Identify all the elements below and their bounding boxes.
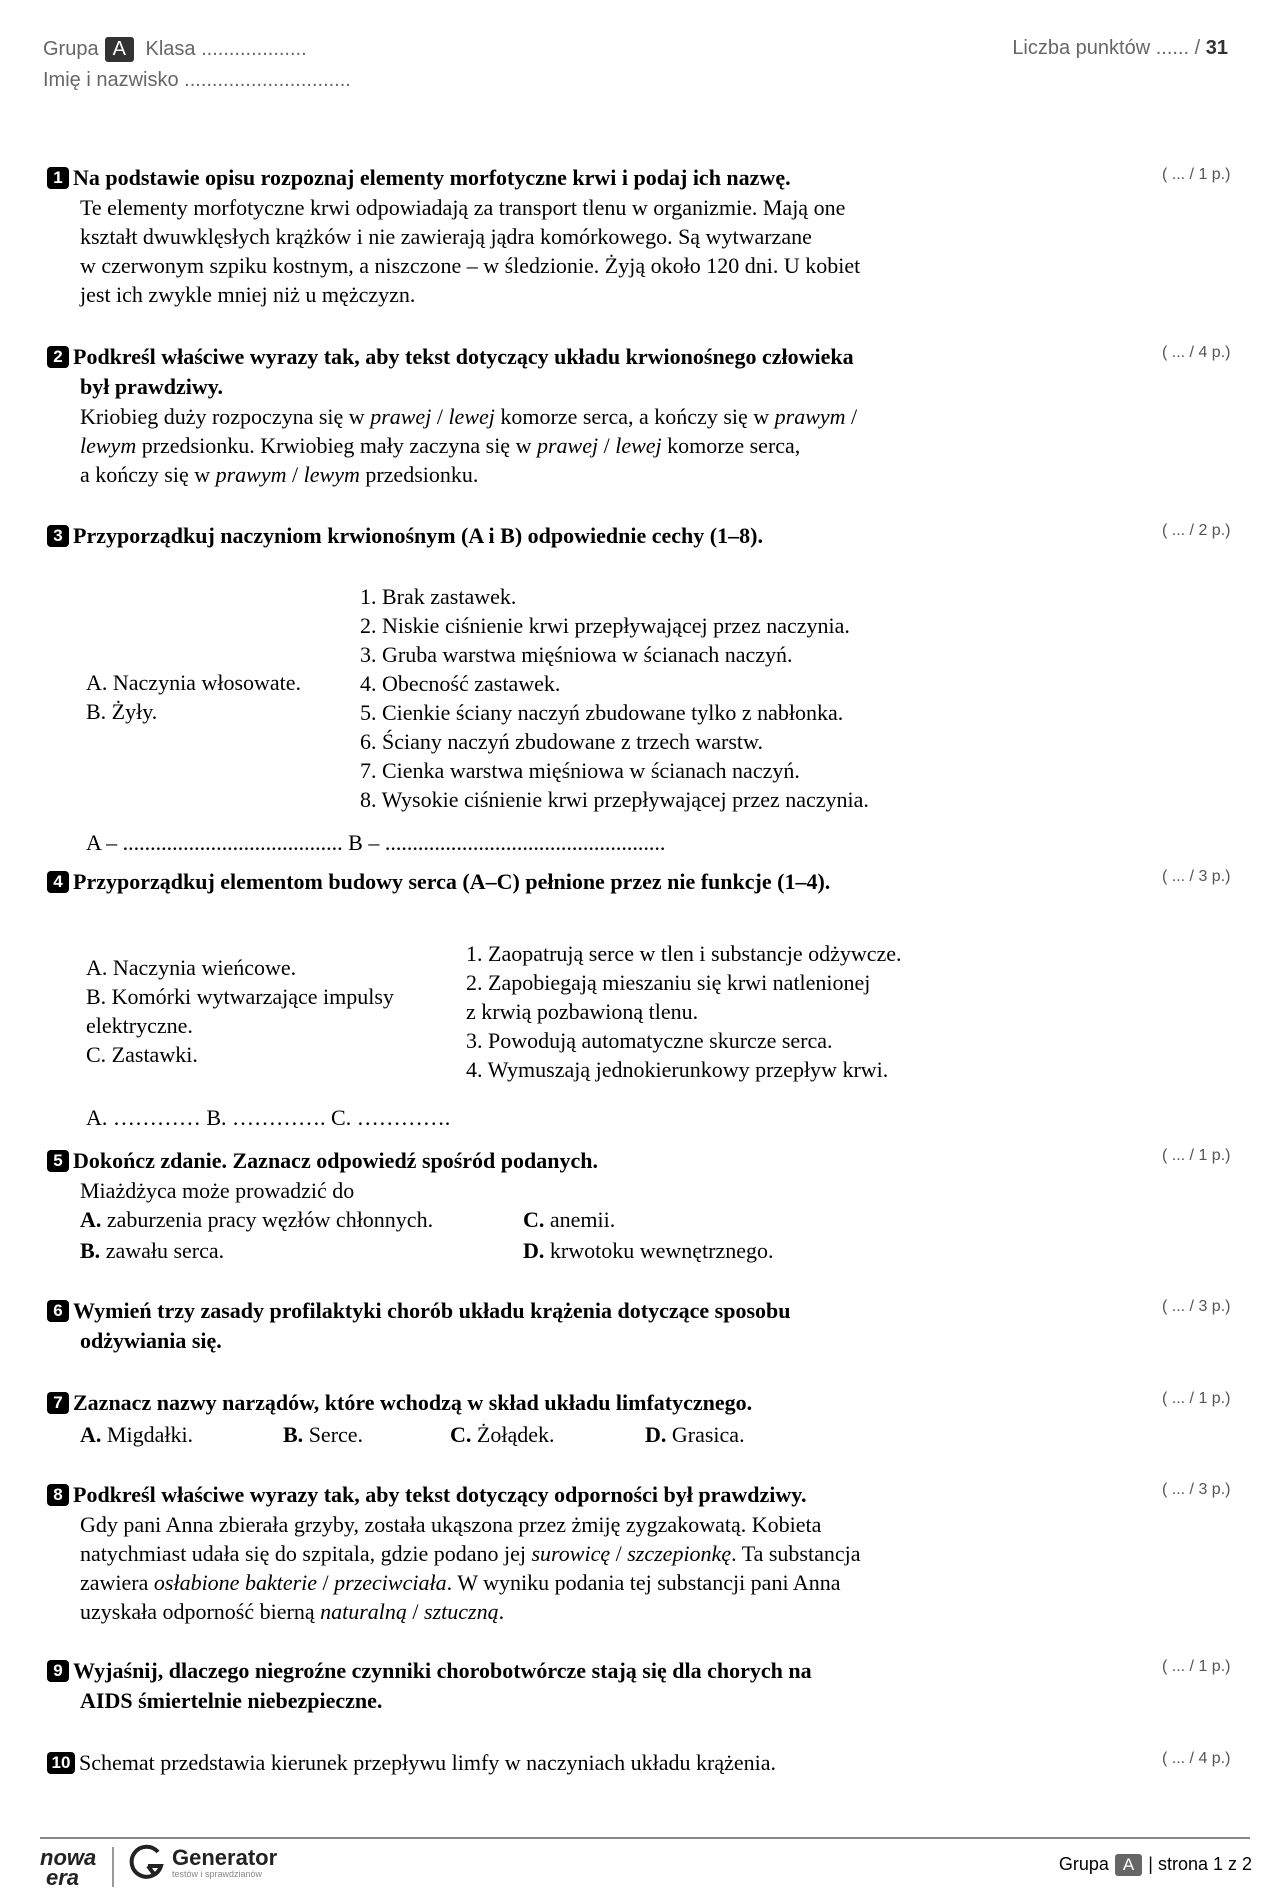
option-text: zawału serca. bbox=[100, 1238, 225, 1263]
question-number: 8 bbox=[47, 1484, 69, 1506]
question-number: 3 bbox=[47, 525, 69, 547]
footer-page-info bbox=[1059, 1854, 1252, 1876]
match-item: 3. Gruba warstwa mięśniowa w ścianach naczyń. bbox=[360, 642, 793, 667]
logo-text: nowa bbox=[40, 1845, 97, 1870]
option-letter: A. bbox=[80, 1422, 102, 1447]
question-9 bbox=[47, 1656, 1227, 1716]
question-4 bbox=[47, 867, 1227, 897]
match-item: elektryczne. bbox=[86, 1013, 193, 1038]
sep: / bbox=[406, 1599, 425, 1624]
match-item: 1. Brak zastawek. bbox=[360, 584, 517, 609]
option-word[interactable]: lewej bbox=[448, 404, 495, 429]
question-body bbox=[80, 402, 960, 489]
question-title: Podkreśl właściwe wyrazy tak, aby tekst dotyczący odporności był prawdziwy. bbox=[73, 1482, 807, 1507]
question-title: Zaznacz nazwy narządów, które wchodzą w skład układu limfatycznego. bbox=[73, 1390, 753, 1415]
question-number: 7 bbox=[47, 1392, 69, 1414]
sep: / bbox=[610, 1541, 628, 1566]
text: . bbox=[498, 1599, 505, 1624]
text: zawiera bbox=[80, 1570, 154, 1595]
text-line: kształt dwuwklęsłych krążków i nie zawierają jądra komórkowego. Są wytwarzane bbox=[80, 224, 812, 249]
option-a[interactable] bbox=[80, 1420, 193, 1449]
question-title: Przyporządkuj naczyniom krwionośnym (A i B) odpowiednie cechy (1–8). bbox=[73, 523, 763, 548]
question-title: Dokończ zdanie. Zaznacz odpowiedź spośród podanych. bbox=[73, 1148, 599, 1173]
option-c[interactable] bbox=[523, 1205, 615, 1234]
points-q5: ( ... / 1 p.) bbox=[1162, 1147, 1231, 1164]
option-word[interactable]: prawym bbox=[774, 404, 846, 429]
text-line: Te elementy morfotyczne krwi odpowiadają za transport tlenu w organizmie. Mają one bbox=[80, 195, 846, 220]
question-stem: Miażdżyca może prowadzić do bbox=[80, 1178, 355, 1203]
footer-separator bbox=[112, 1847, 114, 1887]
match-item: A. Naczynia wieńcowe. bbox=[86, 955, 297, 980]
question-number: 2 bbox=[47, 346, 69, 368]
question-title: Schemat przedstawia kierunek przepływu limfy w naczyniach układu krążenia. bbox=[79, 1750, 776, 1775]
question-2 bbox=[47, 342, 1227, 489]
option-a[interactable] bbox=[80, 1205, 433, 1234]
option-letter: D. bbox=[523, 1238, 545, 1263]
question-5 bbox=[47, 1146, 1227, 1205]
match-item: 4. Obecność zastawek. bbox=[360, 671, 561, 696]
q4-answer-line[interactable]: A. ………… B. …………. C. …………. bbox=[86, 1105, 451, 1130]
sep: / bbox=[431, 404, 449, 429]
question-number: 4 bbox=[47, 871, 69, 893]
option-word[interactable]: przeciwciała bbox=[334, 1570, 447, 1595]
question-number: 9 bbox=[47, 1660, 69, 1682]
match-item: 7. Cienka warstwa mięśniowa w ścianach naczyń. bbox=[360, 758, 800, 783]
match-item: 5. Cienkie ściany naczyń zbudowane tylko z nabłonka. bbox=[360, 700, 844, 725]
option-text: Serce. bbox=[303, 1422, 364, 1447]
points-q7: ( ... / 1 p.) bbox=[1162, 1390, 1231, 1407]
option-word[interactable]: lewym bbox=[80, 433, 137, 458]
q3-answer-line[interactable]: A – ........................................ B – ................................................... bbox=[86, 830, 666, 855]
match-item: 2. Zapobiegają mieszaniu się krwi natlenionej bbox=[466, 970, 871, 995]
option-text: anemii. bbox=[544, 1207, 616, 1232]
question-title-cont: był prawdziwy. bbox=[80, 374, 224, 399]
option-word[interactable]: szczepionkę bbox=[627, 1541, 732, 1566]
q3-left-column bbox=[86, 668, 301, 726]
q4-left-column bbox=[86, 953, 394, 1069]
match-item: 1. Zaopatrują serce w tlen i substancje odżywcze. bbox=[466, 941, 902, 966]
question-number: 10 bbox=[47, 1752, 75, 1774]
question-title: Wyjaśnij, dlaczego niegroźne czynniki chorobotwórcze stają się dla chorych na bbox=[73, 1658, 812, 1683]
question-title: Podkreśl właściwe wyrazy tak, aby tekst dotyczący układu krwionośnego człowieka bbox=[73, 344, 854, 369]
match-item: 2. Niskie ciśnienie krwi przepływającej przez naczynia. bbox=[360, 613, 850, 638]
match-item: 4. Wymuszają jednokierunkowy przepływ krwi. bbox=[466, 1057, 889, 1082]
match-item: z krwią pozbawioną tlenu. bbox=[466, 999, 699, 1024]
sep: / bbox=[286, 462, 304, 487]
points-q10: ( ... / 4 p.) bbox=[1162, 1750, 1231, 1767]
text: a kończy się w bbox=[80, 462, 216, 487]
option-c[interactable] bbox=[450, 1420, 554, 1449]
footer-group-label: Grupa bbox=[1058, 1854, 1109, 1874]
text: przedsionku. bbox=[359, 462, 479, 487]
option-d[interactable] bbox=[645, 1420, 745, 1449]
nowa-era-logo bbox=[40, 1845, 97, 1890]
question-number: 6 bbox=[47, 1300, 69, 1322]
points-label: Liczba punktów ...... / bbox=[1012, 37, 1201, 59]
text: natychmiast udała się do szpitala, gdzie podano jej bbox=[80, 1541, 532, 1566]
points-q6: ( ... / 3 p.) bbox=[1162, 1298, 1231, 1315]
option-word[interactable]: sztuczną bbox=[424, 1599, 499, 1624]
header-group bbox=[43, 37, 307, 62]
points-q2: ( ... / 4 p.) bbox=[1162, 344, 1231, 361]
text: uzyskała odporność bierną bbox=[80, 1599, 321, 1624]
match-item: B. Żyły. bbox=[86, 699, 158, 724]
question-number: 1 bbox=[47, 167, 69, 189]
points-q4: ( ... / 3 p.) bbox=[1162, 868, 1231, 885]
question-body bbox=[80, 1510, 960, 1626]
option-word[interactable]: osłabione bakterie bbox=[153, 1570, 318, 1595]
option-b[interactable] bbox=[283, 1420, 363, 1449]
q3-right-column bbox=[360, 582, 869, 814]
option-word[interactable]: prawej bbox=[370, 404, 432, 429]
option-letter: D. bbox=[645, 1422, 667, 1447]
option-d[interactable] bbox=[523, 1236, 774, 1265]
sep: / bbox=[845, 404, 858, 429]
question-title: Na podstawie opisu rozpoznaj elementy morfotyczne krwi i podaj ich nazwę. bbox=[73, 165, 791, 190]
option-letter: B. bbox=[283, 1422, 304, 1447]
question-3 bbox=[47, 521, 1227, 551]
sep: / bbox=[317, 1570, 335, 1595]
points-max: 31 bbox=[1205, 37, 1228, 59]
footer-divider bbox=[40, 1837, 1250, 1839]
option-text: Migdałki. bbox=[101, 1422, 194, 1447]
generator-logo-icon bbox=[128, 1844, 166, 1882]
match-item: 6. Ściany naczyń zbudowane z trzech warstw. bbox=[360, 729, 763, 754]
option-word[interactable]: prawej bbox=[536, 433, 599, 458]
text: Kriobieg duży rozpoczyna się w bbox=[80, 404, 371, 429]
option-word[interactable]: naturalną bbox=[320, 1599, 407, 1624]
class-label: Klasa ................... bbox=[145, 38, 307, 60]
option-b[interactable] bbox=[80, 1236, 224, 1265]
question-title: Przyporządkuj elementom budowy serca (A–C) pełnione przez nie funkcje (1–4). bbox=[73, 869, 831, 894]
points-q8: ( ... / 3 p.) bbox=[1162, 1481, 1231, 1498]
text: przedsionku. Krwiobieg mały zaczyna się w bbox=[136, 433, 537, 458]
question-6 bbox=[47, 1296, 1227, 1356]
option-text: Grasica. bbox=[666, 1422, 745, 1447]
text-line: jest ich zwykle mniej niż u mężczyzn. bbox=[80, 282, 416, 307]
group-label: Grupa bbox=[43, 38, 99, 60]
points-q1: ( ... / 1 p.) bbox=[1162, 166, 1231, 183]
option-text: Żołądek. bbox=[471, 1422, 555, 1447]
text: komorze serca, a kończy się w bbox=[494, 404, 775, 429]
option-word[interactable]: lewej bbox=[615, 433, 662, 458]
question-7 bbox=[47, 1388, 1227, 1418]
match-item: 3. Powodują automatyczne skurcze serca. bbox=[466, 1028, 833, 1053]
sep: / bbox=[598, 433, 616, 458]
option-letter: A. bbox=[80, 1207, 102, 1232]
option-text: krwotoku wewnętrznego. bbox=[544, 1238, 774, 1263]
points-q9: ( ... / 1 p.) bbox=[1162, 1658, 1231, 1675]
question-title-cont: odżywiania się. bbox=[80, 1328, 222, 1353]
text: komorze serca, bbox=[661, 433, 801, 458]
question-8 bbox=[47, 1480, 1227, 1626]
question-number: 5 bbox=[47, 1150, 69, 1172]
question-1 bbox=[47, 163, 1227, 309]
option-letter: C. bbox=[450, 1422, 472, 1447]
match-item: B. Komórki wytwarzające impulsy bbox=[86, 984, 394, 1009]
text-line: Gdy pani Anna zbierała grzyby, została ukąszona przez żmiję zygzakowatą. Kobieta bbox=[80, 1512, 822, 1537]
group-badge: A bbox=[105, 37, 134, 62]
generator-subtitle: testów i sprawdzianów bbox=[172, 1869, 263, 1879]
text-line: w czerwonym szpiku kostnym, a niszczone – w śledzionie. Żyją około 120 dni. U kobiet bbox=[80, 253, 861, 278]
question-body bbox=[80, 193, 960, 309]
option-word[interactable]: surowicę bbox=[531, 1541, 611, 1566]
generator-logo bbox=[172, 1845, 277, 1879]
text: . W wyniku podania tej substancji pani Anna bbox=[446, 1570, 841, 1595]
option-word[interactable]: lewym bbox=[303, 462, 360, 487]
logo-text: era bbox=[46, 1865, 80, 1890]
q4-right-column bbox=[466, 939, 902, 1084]
question-10 bbox=[47, 1748, 1227, 1778]
option-letter: B. bbox=[80, 1238, 101, 1263]
match-item: 8. Wysokie ciśnienie krwi przepływającej przez naczynia. bbox=[360, 787, 869, 812]
question-title-cont: AIDS śmiertelnie niebezpieczne. bbox=[80, 1688, 383, 1713]
generator-title: Generator bbox=[172, 1845, 278, 1870]
points-q3: ( ... / 2 p.) bbox=[1162, 522, 1231, 539]
option-text: zaburzenia pracy węzłów chłonnych. bbox=[101, 1207, 434, 1232]
page-number: | strona 1 z 2 bbox=[1148, 1854, 1252, 1874]
match-item: C. Zastawki. bbox=[86, 1042, 198, 1067]
match-item: A. Naczynia włosowate. bbox=[86, 670, 302, 695]
question-title: Wymień trzy zasady profilaktyki chorób układu krążenia dotyczące sposobu bbox=[73, 1298, 791, 1323]
text: . Ta substancja bbox=[731, 1541, 861, 1566]
points-total bbox=[1012, 37, 1228, 60]
name-label: Imię i nazwisko .............................. bbox=[43, 69, 351, 91]
option-letter: C. bbox=[523, 1207, 545, 1232]
option-word[interactable]: prawym bbox=[215, 462, 287, 487]
footer-group-badge: A bbox=[1115, 1854, 1142, 1876]
